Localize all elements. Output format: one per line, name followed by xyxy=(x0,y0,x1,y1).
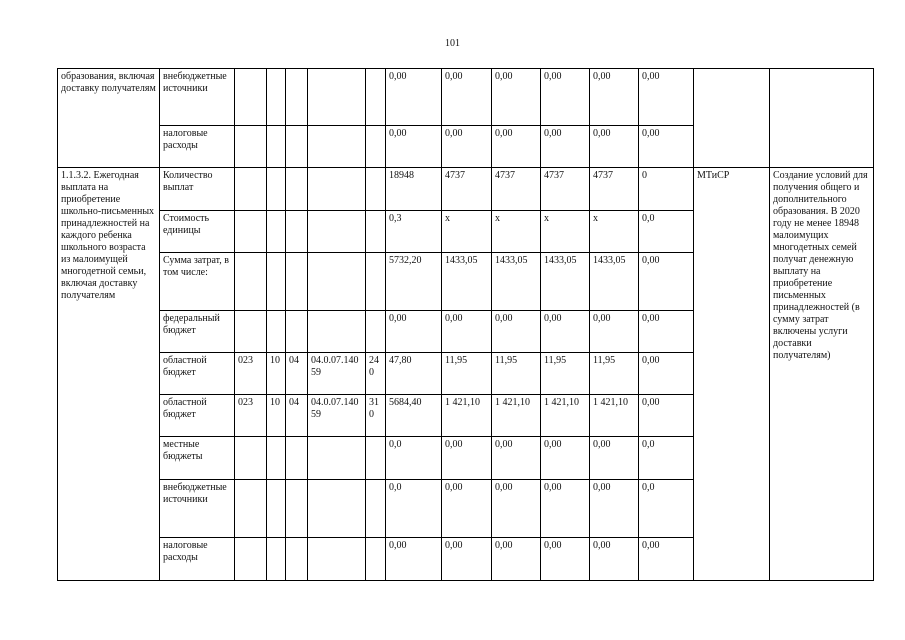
csr-cell xyxy=(308,168,366,211)
rz-cell xyxy=(267,538,286,581)
source-cell: Количество выплат xyxy=(160,168,235,211)
value-cell: 0,00 xyxy=(442,538,492,581)
grbs-cell xyxy=(235,168,267,211)
csr-cell xyxy=(308,480,366,538)
value-cell: 0,00 xyxy=(386,311,442,353)
rz-cell xyxy=(267,480,286,538)
value-cell: 0,00 xyxy=(639,253,694,311)
value-cell: 1433,05 xyxy=(442,253,492,311)
csr-cell: 04.0.07.14059 xyxy=(308,395,366,437)
value-cell: 1 421,10 xyxy=(442,395,492,437)
vr-cell: 240 xyxy=(366,353,386,395)
value-cell: 0,00 xyxy=(492,311,541,353)
value-cell: 0,3 xyxy=(386,211,442,253)
value-cell: 0,0 xyxy=(639,437,694,480)
pr-cell xyxy=(286,211,308,253)
value-cell: 0,0 xyxy=(386,437,442,480)
page-number: 101 xyxy=(445,38,460,49)
value-cell: х xyxy=(492,211,541,253)
value-cell: 0,00 xyxy=(541,126,590,168)
grbs-cell: 023 xyxy=(235,353,267,395)
executor-cell: МТиСР xyxy=(694,168,770,581)
rz-cell xyxy=(267,253,286,311)
rz-cell: 10 xyxy=(267,353,286,395)
value-cell: 0,00 xyxy=(541,480,590,538)
value-cell: 1 421,10 xyxy=(492,395,541,437)
value-cell: 11,95 xyxy=(492,353,541,395)
value-cell: 4737 xyxy=(541,168,590,211)
value-cell: 5684,40 xyxy=(386,395,442,437)
vr-cell xyxy=(366,168,386,211)
value-cell: 47,80 xyxy=(386,353,442,395)
value-cell: 0,00 xyxy=(541,538,590,581)
csr-cell xyxy=(308,311,366,353)
value-cell: 0,00 xyxy=(492,538,541,581)
value-cell: х xyxy=(442,211,492,253)
vr-cell xyxy=(366,211,386,253)
executor-cell xyxy=(694,69,770,168)
vr-cell xyxy=(366,253,386,311)
source-cell: Стоимость единицы xyxy=(160,211,235,253)
value-cell: 1 421,10 xyxy=(541,395,590,437)
value-cell: х xyxy=(590,211,639,253)
grbs-cell xyxy=(235,311,267,353)
grbs-cell xyxy=(235,253,267,311)
pr-cell: 04 xyxy=(286,395,308,437)
grbs-cell xyxy=(235,437,267,480)
source-cell: местные бюджеты xyxy=(160,437,235,480)
value-cell: 0,00 xyxy=(541,437,590,480)
value-cell: 0,00 xyxy=(590,480,639,538)
pr-cell xyxy=(286,538,308,581)
vr-cell xyxy=(366,480,386,538)
grbs-cell xyxy=(235,480,267,538)
value-cell: 1433,05 xyxy=(590,253,639,311)
value-cell: 0,00 xyxy=(541,69,590,126)
value-cell: 0,00 xyxy=(590,69,639,126)
value-cell: 0,00 xyxy=(442,69,492,126)
value-cell: 0,00 xyxy=(639,69,694,126)
value-cell: 0,00 xyxy=(442,437,492,480)
value-cell: 0,00 xyxy=(639,395,694,437)
value-cell: 0 xyxy=(639,168,694,211)
rz-cell xyxy=(267,437,286,480)
value-cell: 0,00 xyxy=(590,437,639,480)
grbs-cell xyxy=(235,211,267,253)
value-cell: 0,0 xyxy=(386,480,442,538)
rz-cell xyxy=(267,311,286,353)
value-cell: 0,00 xyxy=(386,69,442,126)
vr-cell xyxy=(366,311,386,353)
value-cell: 0,00 xyxy=(492,437,541,480)
csr-cell xyxy=(308,253,366,311)
value-cell: 0,00 xyxy=(639,538,694,581)
value-cell: 1433,05 xyxy=(492,253,541,311)
pr-cell xyxy=(286,437,308,480)
table-row xyxy=(58,69,874,126)
value-cell: 0,00 xyxy=(442,126,492,168)
value-cell: 0,00 xyxy=(492,126,541,168)
value-cell: 0,00 xyxy=(639,126,694,168)
vr-cell xyxy=(366,437,386,480)
value-cell: 4737 xyxy=(492,168,541,211)
source-cell: Сумма затрат, в том числе: xyxy=(160,253,235,311)
value-cell: 11,95 xyxy=(541,353,590,395)
value-cell: 0,00 xyxy=(590,538,639,581)
source-cell: внебюджетные источники xyxy=(160,69,235,126)
measure-name-cell: 1.1.3.2. Ежегодная выплата на приобретение школьно-письменных принадлежностей на каждого ребенка школьного возраста из малоимущей многодетной семьи, включая доставку получателям xyxy=(58,168,160,581)
value-cell: 11,95 xyxy=(590,353,639,395)
source-cell: областной бюджет xyxy=(160,353,235,395)
source-cell: внебюджетные источники xyxy=(160,480,235,538)
value-cell: х xyxy=(541,211,590,253)
csr-cell xyxy=(308,437,366,480)
value-cell: 0,00 xyxy=(442,480,492,538)
table-row xyxy=(58,168,874,211)
result-cell: Создание условий для получения общего и дополнительного образования. В 2020 году не менее 18948 малоимущих многодетных семей получат денежную выплату на приобретение письменных принадлежностей (в сумму затрат включены услуги доставки получателям) xyxy=(770,168,874,581)
vr-cell: 310 xyxy=(366,395,386,437)
source-cell: областной бюджет xyxy=(160,395,235,437)
grbs-cell: 023 xyxy=(235,395,267,437)
csr-cell xyxy=(308,211,366,253)
value-cell: 4737 xyxy=(442,168,492,211)
value-cell: 0,00 xyxy=(492,480,541,538)
value-cell: 5732,20 xyxy=(386,253,442,311)
value-cell: 0,00 xyxy=(541,311,590,353)
value-cell: 0,00 xyxy=(386,538,442,581)
pr-cell xyxy=(286,311,308,353)
value-cell: 0,00 xyxy=(639,353,694,395)
value-cell: 0,00 xyxy=(386,126,442,168)
value-cell: 0,0 xyxy=(639,480,694,538)
value-cell: 11,95 xyxy=(442,353,492,395)
measure-name-cell: образования, включая доставку получателям xyxy=(58,69,160,168)
result-cell xyxy=(770,69,874,168)
rz-cell xyxy=(267,168,286,211)
vr-cell xyxy=(366,538,386,581)
budget-table xyxy=(57,68,874,581)
value-cell: 4737 xyxy=(590,168,639,211)
rz-cell xyxy=(267,211,286,253)
value-cell: 1 421,10 xyxy=(590,395,639,437)
grbs-cell xyxy=(235,538,267,581)
value-cell: 0,00 xyxy=(442,311,492,353)
value-cell: 0,00 xyxy=(492,69,541,126)
source-cell: налоговые расходы xyxy=(160,538,235,581)
source-cell: налоговые расходы xyxy=(160,126,235,168)
value-cell: 18948 xyxy=(386,168,442,211)
value-cell: 0,0 xyxy=(639,211,694,253)
rz-cell: 10 xyxy=(267,395,286,437)
source-cell: федеральный бюджет xyxy=(160,311,235,353)
value-cell: 0,00 xyxy=(590,126,639,168)
pr-cell: 04 xyxy=(286,353,308,395)
pr-cell xyxy=(286,168,308,211)
pr-cell xyxy=(286,480,308,538)
value-cell: 0,00 xyxy=(590,311,639,353)
value-cell: 1433,05 xyxy=(541,253,590,311)
value-cell: 0,00 xyxy=(639,311,694,353)
pr-cell xyxy=(286,253,308,311)
csr-cell xyxy=(308,538,366,581)
csr-cell: 04.0.07.14059 xyxy=(308,353,366,395)
